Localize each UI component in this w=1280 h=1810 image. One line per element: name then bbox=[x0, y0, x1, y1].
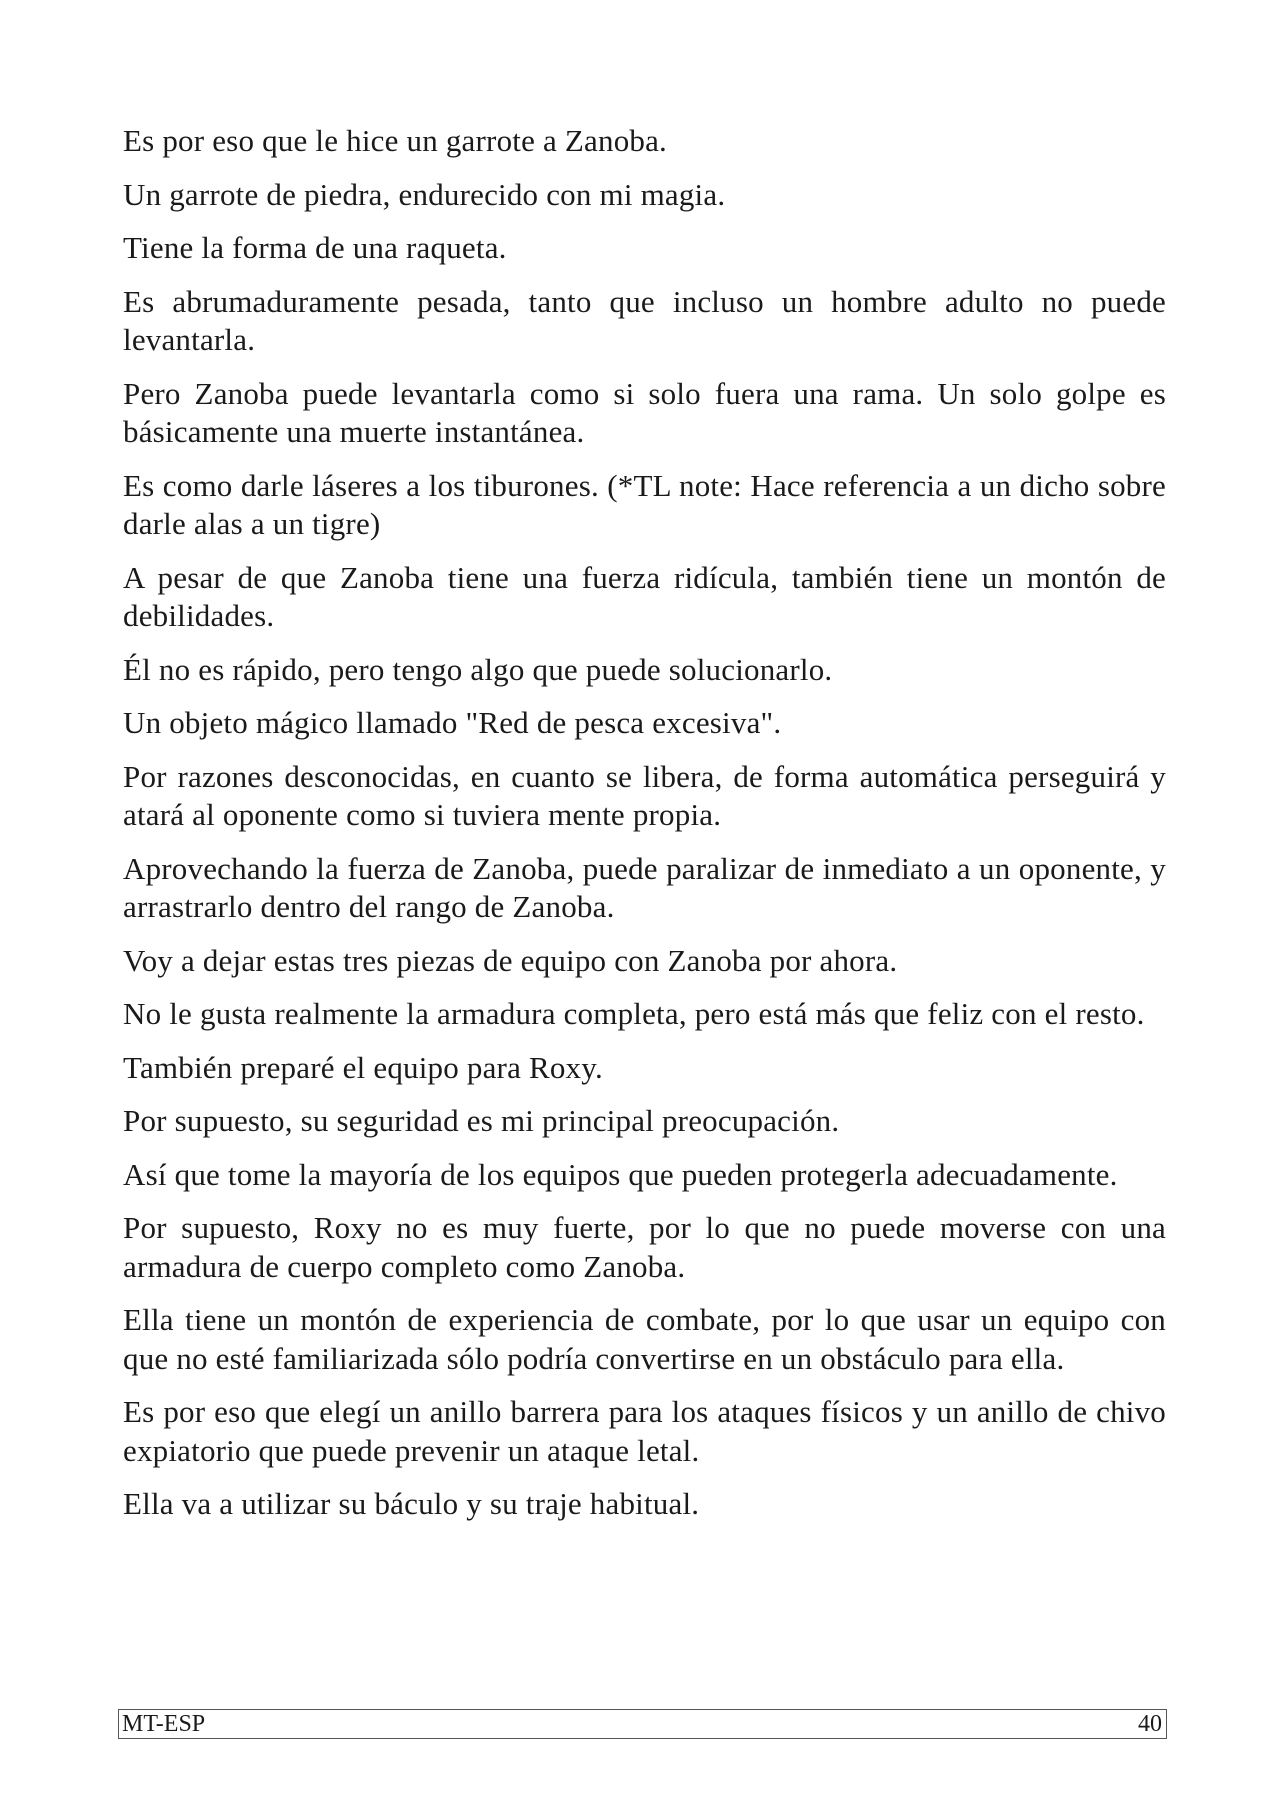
paragraph: Aprovechando la fuerza de Zanoba, puede paralizar de inmediato a un oponente, y arrastrarlo dentro del rango de Zanoba. bbox=[123, 850, 1166, 924]
paragraph: Por supuesto, su seguridad es mi principal preocupación. bbox=[123, 1103, 840, 1138]
paragraph: Es como darle láseres a los tiburones. (*TL note: Hace referencia a un dicho sobre darle alas a un tigre) bbox=[123, 467, 1166, 541]
paragraph: Tiene la forma de una raqueta. bbox=[123, 230, 507, 265]
paragraph: A pesar de que Zanoba tiene una fuerza ridícula, también tiene un montón de debilidades. bbox=[123, 559, 1166, 633]
paragraph: No le gusta realmente la armadura completa, pero está más que feliz con el resto. bbox=[123, 996, 1145, 1031]
paragraph: Un garrote de piedra, endurecido con mi magia. bbox=[123, 176, 726, 212]
paragraph: Ella va a utilizar su báculo y su traje habitual. bbox=[123, 1486, 700, 1521]
body-text bbox=[123, 122, 1166, 1539]
paragraph: Pero Zanoba puede levantarla como si solo fuera una rama. Un solo golpe es básicamente una muerte instantánea. bbox=[123, 375, 1166, 449]
paragraph: También preparé el equipo para Roxy. bbox=[123, 1049, 603, 1085]
paragraph: Es por eso que elegí un anillo barrera para los ataques físicos y un anillo de chivo expiatorio que puede prevenir un ataque letal. bbox=[123, 1394, 1166, 1468]
paragraph: Él no es rápido, pero tengo algo que puede solucionarlo. bbox=[123, 651, 833, 687]
paragraph: Un objeto mágico llamado "Red de pesca excesiva". bbox=[123, 705, 782, 740]
paragraph: Es abrumaduramente pesada, tanto que incluso un hombre adulto no puede levantarla. bbox=[123, 283, 1166, 357]
page-number: 40 bbox=[1138, 1711, 1162, 1737]
paragraph: Voy a dejar estas tres piezas de equipo con Zanoba por ahora. bbox=[123, 942, 898, 978]
footer-label: MT-ESP bbox=[122, 1711, 206, 1737]
page-footer bbox=[118, 1709, 1167, 1739]
paragraph: Así que tome la mayoría de los equipos que pueden protegerla adecuadamente. bbox=[123, 1156, 1118, 1192]
paragraph: Ella tiene un montón de experiencia de combate, por lo que usar un equipo con que no esté familiarizada sólo podría convertirse en un obstáculo para ella. bbox=[123, 1302, 1166, 1376]
paragraph: Es por eso que le hice un garrote a Zanoba. bbox=[123, 123, 668, 158]
paragraph: Por razones desconocidas, en cuanto se libera, de forma automática perseguirá y atará al oponente como si tuviera mente propia. bbox=[123, 758, 1166, 832]
paragraph: Por supuesto, Roxy no es muy fuerte, por lo que no puede moverse con una armadura de cuerpo completo como Zanoba. bbox=[123, 1210, 1166, 1284]
